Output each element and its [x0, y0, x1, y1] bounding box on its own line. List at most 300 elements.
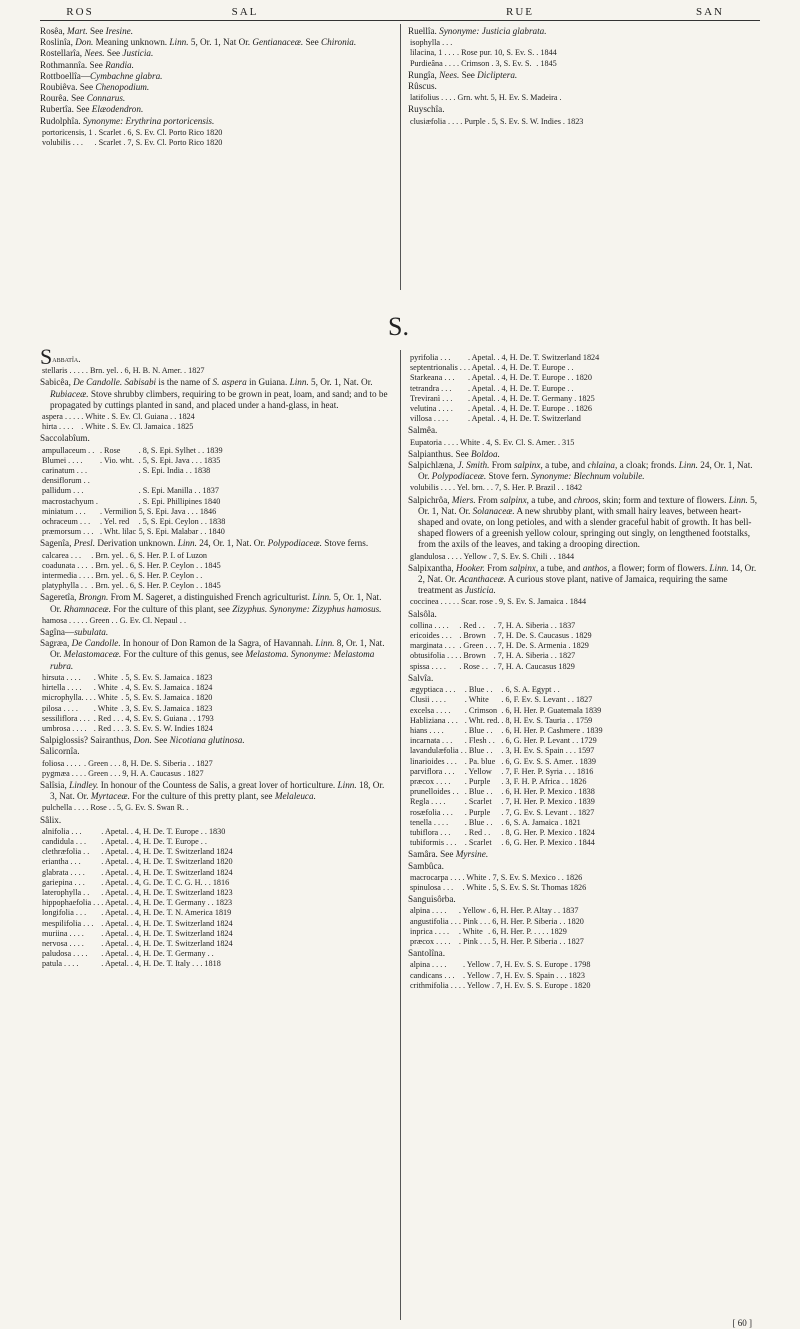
- species-cell: . 7, F. Her. P. Syria . . . 1816: [501, 766, 594, 776]
- entry-paragraph: Sagîna—subulata.: [40, 627, 109, 638]
- species-cell: . Vio. wht.: [99, 455, 135, 465]
- species-row: [408, 662, 594, 672]
- entry-paragraph: Samâra. See Myrsine.: [408, 849, 489, 860]
- species-cell: . 4, H. De. T. Switzerland 1820: [130, 857, 233, 867]
- species-row: [408, 797, 605, 807]
- species-cell: . Apetal.: [101, 836, 129, 846]
- species-row: [408, 777, 605, 787]
- species-cell: macrostachyum .: [42, 496, 98, 506]
- species-cell: parviflora . . .: [410, 766, 455, 776]
- species-cell: . 6, S. A. Egypt . .: [501, 685, 560, 695]
- species-row: [40, 128, 224, 138]
- species-cell: . Red . .: [93, 713, 120, 723]
- species-cell: . Scarlet: [464, 838, 492, 848]
- species-row: [408, 981, 592, 991]
- species-table: [40, 128, 224, 148]
- entry-paragraph: Salsôla.: [408, 608, 437, 619]
- entry-paragraph: Rosêa, Mart. See Iresine.: [40, 26, 134, 36]
- species-cell: [100, 466, 139, 476]
- species-cell: . Apetal.: [467, 404, 496, 414]
- species-cell: . Brn. yel. . 6, H.: [85, 366, 141, 376]
- species-cell: . 6, S. Her. P. I. of Luzon: [125, 550, 208, 560]
- species-cell: sessiliflora . . .: [42, 713, 90, 723]
- species-cell: paludosa . . . .: [42, 949, 88, 959]
- species-cell: Regla . . . .: [410, 797, 446, 807]
- species-row: [408, 404, 601, 414]
- species-cell: . 5, H. Her. P. Siberia . . 1827: [488, 936, 584, 946]
- species-table: [408, 552, 576, 562]
- species-cell: . Red . .: [464, 827, 491, 837]
- species-cell: Purdieâna . . .: [410, 58, 456, 68]
- species-table: [408, 685, 605, 848]
- species-row: [40, 704, 216, 714]
- species-table: [40, 551, 223, 592]
- species-cell: . 1845: [536, 58, 557, 68]
- species-cell: . White: [81, 412, 106, 422]
- species-cell: candidula . . .: [42, 836, 87, 846]
- species-cell: . Flesh . .: [464, 736, 495, 746]
- species-table: [40, 827, 235, 970]
- species-row: [408, 38, 559, 48]
- species-cell: mespilifolia . . .: [42, 918, 94, 928]
- entry-paragraph: Ruyschîa.: [408, 104, 445, 115]
- species-cell: linarioides . . .: [410, 756, 457, 766]
- species-row: [408, 117, 585, 127]
- species-cell: coccinea . . . .: [410, 597, 456, 607]
- species-cell: . 4, H. De. T. N. America 1819: [130, 908, 232, 918]
- entry-paragraph: Salpichlæna, J. Smith. From salpinx, a tube, and chlaina, a cloak; fronds. Linn. 24, Or. 1, Nat. Or. Polypodiaceæ. Stove fern. Synonyme: Blechnum volubile.: [408, 460, 753, 482]
- species-row: [408, 552, 576, 562]
- species-cell: . Pink . .: [458, 936, 487, 946]
- species-row: [40, 507, 227, 517]
- species-cell: alnifolia . . .: [42, 826, 82, 836]
- species-cell: [457, 38, 536, 48]
- species-cell: . 4, H. De. T. Europe . . 1826: [497, 404, 592, 414]
- species-cell: Habliziana . . .: [410, 715, 458, 725]
- species-row: [40, 769, 215, 779]
- species-cell: . 4, H. De. T. Switzerland 1824: [130, 847, 233, 857]
- right-column: [408, 352, 760, 992]
- species-cell: Clusii . . . .: [410, 695, 446, 705]
- entry-paragraph: Sagenîa, Presl. Derivation unknown. Linn. 24, Or. 1, Nat. Or. Polypodiaceæ. Stove ferns.: [40, 538, 369, 549]
- species-cell: . Apetal.: [101, 949, 129, 959]
- species-row: [408, 363, 601, 373]
- species-cell: . 7, H. Ev. S. S. Europe . 1820: [492, 980, 591, 990]
- species-cell: . White: [462, 872, 487, 882]
- species-cell: . 5, S. Epi. Ceylon . . 1838: [138, 517, 226, 527]
- species-cell: hians . . . .: [410, 725, 444, 735]
- species-cell: . Wht. red.: [464, 715, 500, 725]
- species-cell: . 8, H. Ev. S. Tauria . . 1759: [501, 715, 593, 725]
- top-left-column: [40, 26, 392, 149]
- species-cell: . 9, H. A. Caucasus . 1827: [118, 768, 204, 778]
- species-table: [40, 616, 188, 626]
- species-row: [408, 960, 592, 970]
- species-cell: latifolius . . .: [410, 93, 452, 103]
- species-cell: . Scarlet: [94, 127, 122, 137]
- species-row: [408, 971, 592, 981]
- species-cell: marginata . . .: [410, 641, 455, 651]
- species-cell: . Apetal.: [101, 847, 129, 857]
- species-row: [40, 551, 223, 561]
- species-row: [40, 476, 227, 486]
- species-cell: portoricensis, 1: [42, 127, 93, 137]
- species-cell: . Yellow: [462, 980, 491, 990]
- species-cell: . Green . .: [459, 641, 492, 651]
- species-table: [40, 412, 197, 432]
- species-cell: 5, S. Epi. Malabar . . 1840: [138, 527, 225, 537]
- species-cell: tubiflora . . .: [410, 827, 451, 837]
- species-row: [40, 949, 235, 959]
- species-cell: . 4, H. De. T. Europe . . 1820: [497, 373, 592, 383]
- species-cell: Blumei . . . .: [42, 455, 83, 465]
- species-cell: alpina . . . .: [410, 906, 447, 916]
- species-row: [408, 59, 559, 69]
- species-cell: . 7, H. Ev. S. Spain . . . 1823: [492, 970, 585, 980]
- species-cell: miniatum . . .: [42, 506, 86, 516]
- species-cell: ægyptiaca . . .: [410, 685, 456, 695]
- species-cell: densiflorum . .: [42, 476, 90, 486]
- left-column: [40, 344, 392, 971]
- species-cell: . Apetal.: [101, 938, 129, 948]
- species-row: [408, 641, 594, 651]
- species-cell: glandulosa . . .: [410, 551, 458, 561]
- species-row: [40, 456, 227, 466]
- species-row: [40, 517, 227, 527]
- entry-paragraph: Salmêa.: [408, 425, 438, 436]
- species-cell: . White: [456, 437, 481, 447]
- species-cell: hippophaefolia . .: [42, 898, 100, 908]
- species-cell: . 7, H. A. Siberia . . 1837: [493, 620, 576, 630]
- species-row: [408, 695, 605, 705]
- species-cell: . 5, S. Epi. Java . . . 1835: [138, 455, 221, 465]
- species-cell: . 8, G. Her. P. Mexico . 1824: [501, 827, 595, 837]
- species-cell: . 1823: [562, 116, 584, 126]
- species-cell: . 4, G. De. T. C. G. H. . . 1816: [130, 877, 230, 887]
- species-cell: . 7, G. Ev. S. Levant . . 1827: [501, 807, 595, 817]
- header-rule: [40, 20, 760, 21]
- species-cell: . 7, S. Ev. Cl. Porto Rico 1820: [123, 138, 223, 148]
- species-cell: longifolia . . .: [42, 908, 87, 918]
- top-right-column: [408, 26, 760, 128]
- species-cell: . Scarlet: [94, 138, 122, 148]
- species-cell: B. N. Amer. . 1827: [142, 366, 205, 376]
- species-cell: . Crimson . 3, S. Ev. S.: [457, 58, 532, 68]
- species-cell: . 4, H. De. T. Europe . .: [130, 836, 207, 846]
- species-cell: platyphylla . .: [42, 581, 88, 591]
- entry-paragraph: Ruellîa. Synonyme: Justicia glabrata.: [408, 26, 547, 36]
- species-cell: . 6, F. Ev. S. Levant . . 1827: [501, 695, 593, 705]
- species-table: [408, 597, 588, 607]
- species-table: [408, 38, 559, 69]
- species-cell: hirta . . . .: [42, 422, 74, 432]
- species-cell: crithmifolia . . .: [410, 980, 461, 990]
- running-head-center-left: SAL: [231, 6, 259, 18]
- species-cell: . White: [93, 693, 118, 703]
- species-cell: ampullaceum . .: [42, 445, 95, 455]
- species-cell: . 4, S. Ev. Cl. S. Amer. . 315: [482, 437, 575, 447]
- species-cell: . White: [93, 683, 118, 693]
- species-cell: [100, 486, 139, 496]
- entry-paragraph: Rostellarîa, Nees. See Justicia.: [40, 48, 154, 59]
- species-row: [408, 384, 601, 394]
- species-row: [40, 888, 235, 898]
- species-cell: . 4, H. De. T. Europe . .: [497, 383, 574, 393]
- species-row: [40, 527, 227, 537]
- species-cell: . Brn. yel.: [91, 550, 124, 560]
- species-cell: . Apetal.: [467, 363, 496, 373]
- species-cell: . Apetal.: [467, 353, 496, 362]
- species-table: [40, 803, 190, 813]
- species-cell: præmorsum . . .: [42, 527, 94, 537]
- species-cell: . S. Epi. India . . 1838: [138, 466, 211, 476]
- species-cell: . Red . .: [93, 723, 120, 733]
- species-row: [408, 716, 605, 726]
- species-cell: clethræfolia . .: [42, 847, 90, 857]
- species-cell: . 6, S. A. Jamaica . 1821: [501, 817, 581, 827]
- species-cell: . Pink . .: [458, 916, 487, 926]
- species-row: [40, 466, 227, 476]
- species-cell: . Apetal.: [467, 373, 496, 383]
- species-cell: . White: [462, 882, 487, 892]
- species-cell: . 6, H. Her. P. . . . . 1829: [488, 926, 567, 936]
- entry-paragraph: Sambûca.: [408, 860, 444, 871]
- entry-paragraph: Salpichrôa, Miers. From salpinx, a tube, and chroos, skin; form and texture of flowers. Linn. 5, Or. 1, Nat. Or. Solanaceæ. A new shrubby plant, with small hairy leaves, between heart-shaped and ovate, on long petioles, and with a slender graceful habit of growth. It has bell-shaped flowers of a greenish yellow colour, springing out singly, on lengthened footstalks, from the axils of the leaves, and taking a drooping direction.: [408, 494, 758, 550]
- species-row: [408, 373, 601, 383]
- species-cell: . Blue . .: [464, 787, 493, 797]
- species-cell: . Apetal.: [101, 877, 129, 887]
- species-row: [40, 847, 235, 857]
- species-cell: . 6, H. Her. P. Cashmere . 1839: [501, 725, 603, 735]
- species-cell: . 7, S. Her. P. Brazil . . 1842: [490, 483, 583, 493]
- species-row: [408, 818, 605, 828]
- species-cell: . 9, S. Ev. S. Jamaica . 1844: [494, 597, 587, 607]
- running-head-right: SAN: [695, 6, 724, 18]
- species-cell: . Scarlet: [464, 797, 492, 807]
- species-row: [408, 736, 605, 746]
- species-cell: . Yellow: [458, 906, 486, 916]
- species-cell: macrocarpa . . .: [410, 872, 461, 882]
- species-row: [40, 486, 227, 496]
- species-row: [40, 714, 216, 724]
- species-row: [40, 898, 235, 908]
- section-letter: S.: [388, 312, 409, 341]
- species-table: [40, 366, 207, 376]
- species-cell: . White: [93, 672, 118, 682]
- species-row: [40, 693, 216, 703]
- species-cell: . Yel. red: [99, 517, 130, 527]
- species-row: [408, 917, 586, 927]
- species-row: [408, 726, 605, 736]
- species-row: [40, 878, 235, 888]
- entry-paragraph: Rubertîa. See Elæodendron.: [40, 104, 144, 115]
- species-row: [408, 873, 588, 883]
- species-row: [40, 446, 227, 456]
- species-row: [408, 394, 601, 404]
- species-cell: intermedia . . .: [42, 571, 90, 581]
- species-cell: . White: [81, 422, 106, 432]
- entry-paragraph: Sageretîa, Brongn. From M. Sageret, a distinguished French agriculturist. Linn. 5, Or. 1, Nat. Or. Rhamnaceæ. For the culture of this plant, see Zizyphus. Synonyme: Zizyphus hamosus.: [40, 592, 382, 614]
- species-cell: . Green . .: [84, 768, 117, 778]
- species-cell: rosæfolia . . .: [410, 807, 453, 817]
- species-cell: . Rose pur. 10, S. Ev. S.: [457, 48, 535, 58]
- species-cell: . Vermilion: [99, 506, 137, 516]
- species-cell: . 7, S. Ev. S. Chili . . 1844: [488, 551, 575, 561]
- species-row: [40, 803, 190, 813]
- species-cell: . Rose . .: [459, 661, 488, 671]
- species-row: [408, 706, 605, 716]
- species-cell: . Purple . 5, S. Ev. S. W. Indies: [460, 116, 561, 126]
- species-cell: . Blue . .: [464, 725, 493, 735]
- species-cell: . Apetal.: [101, 867, 129, 877]
- species-cell: . 7, S. Ev. S. Mexico . . 1826: [488, 872, 583, 882]
- entry-paragraph: Salvîa.: [408, 672, 434, 683]
- species-cell: septentrionalis . .: [410, 363, 466, 373]
- species-cell: . 8, H. De. S. Siberia . . 1827: [118, 758, 213, 768]
- species-cell: . Apetal.: [101, 898, 129, 908]
- species-cell: . Blue . .: [464, 817, 493, 827]
- species-cell: . Apetal.: [467, 393, 496, 403]
- species-row: [408, 828, 605, 838]
- species-row: [40, 868, 235, 878]
- entry-paragraph: Roubiêva. See Chenopodium.: [40, 82, 150, 93]
- species-cell: . Grn. wht. 5, H. Ev. S. Madeira: [453, 93, 558, 103]
- species-cell: . Green . .: [84, 758, 117, 768]
- species-cell: isophylla . . .: [410, 38, 453, 48]
- species-cell: . Red . .: [459, 620, 485, 630]
- species-cell: . Brown: [459, 631, 486, 641]
- entry-paragraph: Sabbatîa.: [40, 344, 81, 369]
- species-cell: Eupatoria . . .: [410, 437, 455, 447]
- species-row: [408, 651, 594, 661]
- species-cell: . 4, H. De. T. Europe . . 1830: [130, 826, 226, 836]
- species-cell: . Yellow: [462, 970, 491, 980]
- entry-paragraph: Salîsia, Lindley. In honour of the Countess de Salis, a great lover of horticulture. Linn. 18, Or. 3, Nat. Or. Myrtaceæ. For the culture of this pretty plant, see Melaleuca.: [40, 779, 385, 802]
- species-cell: pilosa . . . .: [42, 703, 78, 713]
- species-cell: .: [559, 93, 562, 103]
- species-cell: incarnata . . .: [410, 736, 453, 746]
- species-row: [408, 685, 605, 695]
- species-cell: . White: [93, 703, 118, 713]
- species-cell: . Yellow: [464, 766, 492, 776]
- species-row: [40, 827, 235, 837]
- species-cell: ochraceum . . .: [42, 517, 91, 527]
- species-table: [408, 906, 586, 947]
- species-row: [40, 673, 216, 683]
- species-cell: G. Ev. Cl. Nepaul . .: [119, 615, 187, 625]
- species-row: [408, 927, 586, 937]
- species-cell: tubiformis . . .: [410, 838, 457, 848]
- species-cell: [139, 476, 228, 486]
- species-cell: excelsa . . . .: [410, 705, 451, 715]
- species-cell: pyrifolia . . .: [410, 353, 451, 362]
- species-cell: . 6, G. Her. P. Mexico . 1844: [501, 838, 595, 848]
- species-cell: . Yellow: [462, 960, 491, 970]
- species-cell: . 7, H. A. Caucasus 1829: [493, 661, 575, 671]
- species-cell: . 4, H. De. T. Germany . . 1823: [130, 898, 233, 908]
- species-cell: . Brn. yel.: [91, 560, 124, 570]
- species-cell: nervosa . . . .: [42, 938, 84, 948]
- species-cell: . Rose: [99, 445, 121, 455]
- species-row: [408, 414, 601, 424]
- species-cell: . 6, H. Her. P. Altay . . 1837: [488, 906, 579, 916]
- species-cell: . 3, F. H. P. Africa . . 1826: [501, 776, 587, 786]
- entry-paragraph: Sâlix.: [40, 814, 62, 825]
- entry-paragraph: Sabicêa, De Candolle. Sabisabi is the name of S. aspera in Guiana. Linn. 5, Or. 1, Nat. Or. Rubiaceæ. Stove shrubby climbers, requiring to be grown in peat, loam, and sand; and to be propagated by cuttings planted in sand, and placed under a hand-glass, in heat.: [40, 377, 388, 410]
- species-table: [408, 438, 576, 448]
- species-cell: . Crimson: [464, 705, 498, 715]
- species-row: [408, 621, 594, 631]
- species-row: [40, 683, 216, 693]
- species-cell: . Yel. brn. .: [452, 483, 489, 493]
- species-row: [40, 616, 188, 626]
- species-cell: . Rose .: [86, 803, 111, 813]
- species-cell: . 4, H. De. T. Germany . .: [130, 949, 214, 959]
- running-head-center-right: RUE: [506, 6, 534, 18]
- species-cell: . Apetal.: [101, 826, 129, 836]
- entry-paragraph: Rudolphîa. Synonyme: Erythrina portoricensis.: [40, 115, 215, 126]
- species-cell: . 4, S. Ev. S. Jamaica . 1824: [121, 683, 213, 693]
- species-cell: . Apetal.: [467, 383, 496, 393]
- species-cell: lilacina, 1 . . .: [410, 48, 455, 58]
- species-cell: aspera . . . .: [42, 412, 80, 422]
- species-cell: . 7, H. De. S. Caucasus . 1829: [493, 631, 592, 641]
- entry-paragraph: Roslinîa, Don. Meaning unknown. Linn. 5, Or. 1, Nat Or. Gentianaceæ. See Chironia.: [40, 37, 357, 48]
- species-cell: . 5, S. Ev. S. Jamaica . 1820: [121, 693, 213, 703]
- species-cell: . Purple: [464, 776, 491, 786]
- species-cell: . 4, H. De. T. Switzerland 1824: [130, 928, 233, 938]
- species-row: [40, 939, 235, 949]
- species-cell: Starkeana . . .: [410, 373, 455, 383]
- species-cell: coadunata . . .: [42, 560, 88, 570]
- species-cell: . 3. S. Ev. S. W. Indies 1824: [121, 723, 213, 733]
- entry-paragraph: Rothmannîa. See Randia.: [40, 59, 134, 70]
- species-row: [40, 929, 235, 939]
- species-row: [40, 581, 223, 591]
- entry-paragraph: Sanguisôrba.: [408, 894, 456, 905]
- species-cell: . White: [458, 926, 483, 936]
- species-cell: . 4, H. De. T. Germany . 1825: [497, 393, 595, 403]
- species-cell: . 4, H. De. T. Switzerland 1824: [130, 938, 233, 948]
- species-row: [408, 808, 605, 818]
- species-row: [408, 631, 594, 641]
- species-cell: præcox . . . .: [410, 936, 451, 946]
- species-row: [408, 438, 576, 448]
- species-cell: . S. Epi. Manilla . . 1837: [138, 486, 219, 496]
- species-row: [40, 366, 207, 376]
- species-row: [408, 906, 586, 916]
- species-row: [40, 759, 215, 769]
- entry-paragraph: Sagræa, De Candolle. In honour of Don Ramon de la Sagra, of Havannah. Linn. 8, Or. 1, Nat. Or. Melastomaceæ. For the culture of this genus, see Melastoma. Synonyme: Melastoma rubra.: [40, 638, 385, 671]
- species-cell: . 6, H. Her. P. Mexico . 1838: [501, 787, 595, 797]
- species-cell: hirsuta . . . .: [42, 672, 81, 682]
- entry-paragraph: Salpiglossis? Sairanthus, Don. See Nicotiana glutinosa.: [40, 735, 245, 746]
- species-row: [408, 93, 564, 103]
- species-row: [40, 138, 224, 148]
- species-cell: . Purple: [464, 807, 491, 817]
- species-cell: foliosa . . . .: [42, 758, 81, 768]
- species-cell: alpina . . . .: [410, 960, 447, 970]
- entry-paragraph: Rourêa. See Connarus.: [40, 93, 126, 104]
- species-cell: volubilis . . .: [410, 483, 451, 493]
- species-cell: umbrosa . . . .: [42, 723, 87, 733]
- species-cell: . 6, H. Her. P. Guatemala 1839: [501, 705, 602, 715]
- species-cell: . 5, S. Ev. S. Jamaica . 1823: [121, 672, 213, 682]
- species-table: [408, 353, 601, 424]
- species-cell: eriantha . . .: [42, 857, 81, 867]
- species-table: [40, 673, 216, 734]
- species-cell: . 5, G. Ev. S. Swan R. .: [112, 803, 189, 813]
